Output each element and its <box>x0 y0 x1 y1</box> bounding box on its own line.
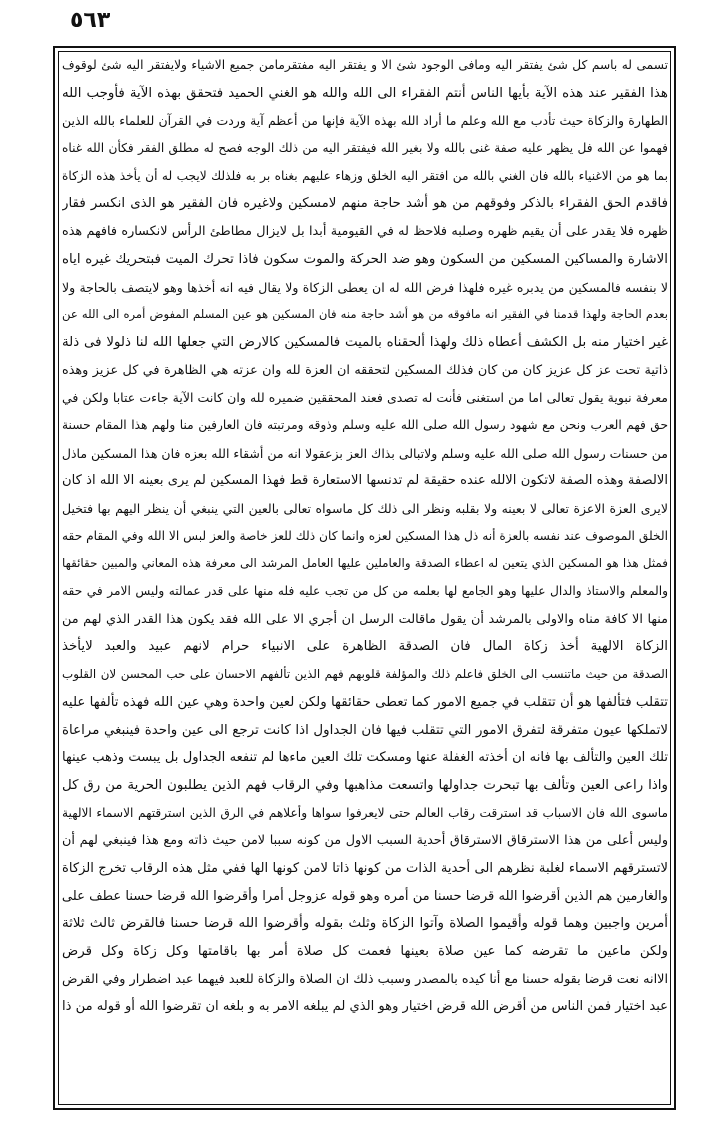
text-line: منها الا كافة مناه والاولى بالمرشد أن يقول ماقالت الرسل ان أجري الا على الله فقد يكون هذا القدر الذي لهم من <box>62 611 668 627</box>
text-line: الالصفة وهذه الصفة لاتكون الالله عنده حقيقة لم تدنسها الاستعارة قط فهذا المسكين لم يرى بعينه الا الله اذ كان <box>62 473 668 489</box>
text-line: عبد اختيار فمن الناس من أقرض الله قرض اختيار وهو الذي لم يبلغه الامر به و بلغه ان تقرضوا الله أو قوله من ذا <box>62 999 668 1015</box>
text-line: الصدقة من حيث ماتنسب الى الخلق فاعلم ذلك والمؤلفة قلوبهم فهم الذين تألفهم الاحسان على حب المحسن لان القلوب <box>62 667 668 682</box>
text-line: ولكن ماعين ما تقرضه كما عين صلاة بعينها فعمت كل صلاة أمر بها باقامتها وكل زكاة وكل قرض <box>62 944 668 959</box>
text-line: ظهره فلا يقدر على أن يقيم ظهره وصلبه فلاحظ له في القيومية أبدا بل لايزال مطاطئ الرأس لانكساره فافهم هذه <box>62 224 668 240</box>
text-line: والمعلم والاستاذ والدال عليها وهو الجامع لها بعلمه من كل من تجب عليه فله منها على قدر عمالته وليس الامر في حقه <box>62 584 668 599</box>
text-line: بعدم الحاجة ولهذا قدمنا في الفقير انه مافوقه من هو أشد حاجة منه فان المسكين هو عين المسلم المفوض أمره الى الله عن <box>62 307 668 322</box>
text-line: الطهارة والزكاة حيث تأدب مع الله وعلم ما أراد الله بهذه الآية فإنها من أعظم آية وردت في القرآن للعلماء بالله الذين <box>62 113 668 129</box>
page-number: ٥٦٣ <box>70 8 111 33</box>
text-line: الزكاة الالهية أخذ زكاة المال فان الصدقة الظاهرة على الانبياء حرام لانهم عبيد والعبد لايأخذ <box>62 639 668 655</box>
text-line: ذاتية تحت عز كل عزيز كان من كان فذلك المسكين لتحققه ان العزة لله وان عزته هي الظاهرة في كل عزيز وهذه <box>62 362 668 378</box>
text-line: معرفة نبوية يقول تعالى اما من استغنى فأنت له تصدى فعند المحققين ضميره لله وان كانت الآية جاءت عتابا ولكن في <box>62 390 668 406</box>
text-line: الخلق الموصوف عند نفسه بالعزة أنه ذل هذا المسكين لعزه وانما كان ذلك للعز خاصة والعز لبس الا الله وفي المقام حقه <box>62 528 668 543</box>
text-line: حق فهم العرب ونحن مع شهود رسول الله صلى الله عليه وسلم وذوقه ومرتبته فان العارفين منا ولهم هذا المقام حسنة <box>62 417 668 432</box>
text-line: هذا الفقير عند هذه الآية بأيها الناس أنتم الفقراء الى الله والله هو الغني الحميد فتحقق بهذه الآية فأوجب الله <box>62 85 668 101</box>
text-line: ماسوى الله فان الاسباب قد استرقت رقاب العالم حتى لايعرفوا سواها وأعلاهم في الرق الذين استرقتهم الاسماء الالهية <box>62 805 668 820</box>
text-line: فهموا عن الله فل يظهر عليه صفة غنى بالله ولا بغير الله فيفتقر اليه من ذلك الوجه فصح له مطلق الفقر فكأن الله غناه <box>62 141 668 156</box>
text-line: والغارمين هم الذين أقرضوا الله قرضا حسنا من أمره وهو قوله عزوجل أمرا وأقرضوا الله قرضا حسنا عطف على <box>62 888 668 904</box>
text-line: لاتسترقهم الاسماء لغلبة نظرهم الى أحدية الذات من كونها ذاتا لامن كونها الها ففي مثل هذه الرقاب تخرج الزكاة <box>62 860 668 876</box>
text-line: لا بنفسه فالمسكين من يدبره غيره فلهذا فرض الله له ان يعطى الزكاة ولا يقال فيه انه أخذها وهو لايتصف بالحاجة ولا <box>62 279 668 295</box>
text-line: فاقدم الحق الفقراء بالذكر وفوقهم من هو أشد حاجة منهم لامسكين ولاغيره فان الفقير هو الذى انكسر فقار <box>62 196 668 212</box>
body-text <box>62 52 668 1108</box>
text-line: تتقلب فتألفها هو أن تتقلب في جميع الامور كما تعطى حقائقها ولكن لعين واحدة وهي عين الله فهذه تألفها عليه <box>62 694 668 710</box>
text-line: أمرين واجبين وهما قوله وأقيموا الصلاة وآتوا الزكاة وثلث بقوله وأقرضوا الله قرضا حسنا فالقرض ثالث ثلاثة <box>62 916 668 932</box>
text-line: الاانه نعت قرضا بقوله حسنا مع أنا كيده بالمصدر وسبب ذلك ان الصلاة والزكاة للعبد فيهما عبد اضطرار وفي القرض <box>62 971 668 987</box>
text-line: من حسنات رسول الله صلى الله عليه وسلم ولاتبالى بذاك العز بزعقولا انه من أشقاء الله بعزه فان هذا المسكين ماذل <box>62 445 668 461</box>
text-line: فمثل هذا هو المسكين الذي يتعين له اعطاء الصدقة والعاملين عليها العامل المرشد الى معرفة هذه المعاني والمبين حقائقها <box>62 556 668 571</box>
text-line: لاتملكها عيون متفرقة لتفرق الامور التي تتقلب فيها فان الجداول اذا كانت ترجع الى عين واحدة فينبغي مراعاة <box>62 722 668 738</box>
text-line: تسمى له باسم كل شئ يفتقر اليه ومافى الوجود شئ الا و يفتقر اليه مفتقرمامن جميع الاشياء ولايفتقر اليه شئ لوقوف <box>62 58 668 72</box>
text-line: تلك العين والتألف بها فانه ان أخذته الغفلة عنها ومسكت تلك العين ماءها لم تنفعه الجداول بل يبست وذهب عينها <box>62 750 668 766</box>
text-line: بما هو من الاغنياء بالله فان الغني بالله من افتقر اليه الخلق وزهاء عليهم بغناه بر به فلذلك لايجب له أن يأخذ هذه الزكاة <box>62 168 668 183</box>
text-line: وليس أعلى من هذا الاسترقاق الاسترقاق أحدية السبب الاول من كونه سببا لامن حيث ذاته ومع هذا فينبغي لهم أن <box>62 833 668 849</box>
text-line: الاشارة والمساكين المسكين من السكون وهو ضد الحركة والموت سكون فاذا تحرك الميت فبتحريك غيره اياه <box>62 251 668 267</box>
text-line: غير اختيار منه بل الكشف أعطاه ذلك ولهذا ألحقناه بالميت فالمسكين كالارض التي جعلها الله لنا ذلولا فى ذلة <box>62 334 668 350</box>
text-line: واذا راعى العين وتألف بها تبحرت جداولها واتسعت مذاهبها وفي الرقاب فهم الذين يطلبون الحرية من رق كل <box>62 777 668 793</box>
text-line: لايرى العزة الاعزة تعالى لا بعينه ولا بقلبه ونظر الى ذلك كل ماسواه تعالى بالعين التي ينبغي أن ينظر اليهم بها فتخيل <box>62 501 668 516</box>
